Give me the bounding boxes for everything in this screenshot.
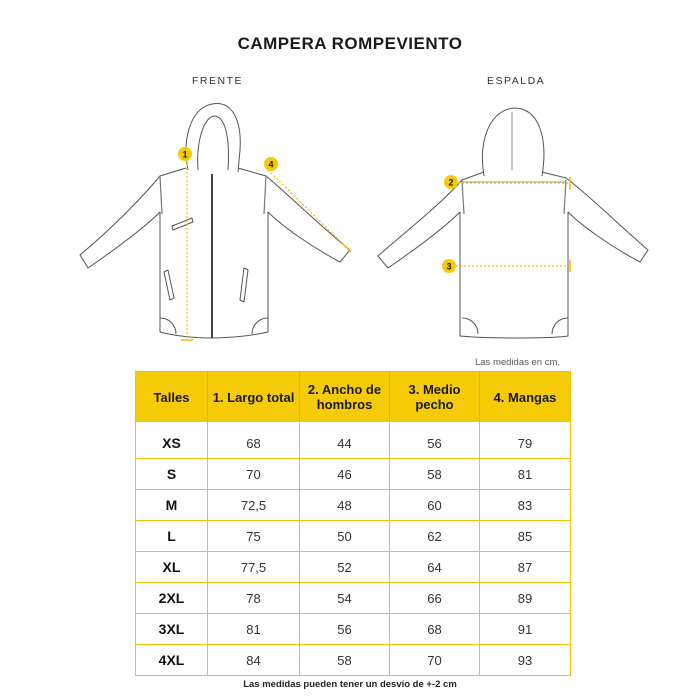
back-view-label: ESPALDA [487, 75, 546, 87]
back-jacket-drawing [378, 108, 648, 338]
size-label: XS [162, 435, 181, 451]
size-label: 2XL [136, 583, 208, 614]
table-cell: 56 [390, 422, 480, 459]
header-largo-total: 1. Largo total [208, 372, 300, 423]
table-row [136, 521, 571, 552]
back-measure-lines [456, 183, 570, 266]
table-cell: 68 [208, 422, 300, 459]
size-label: 3XL [136, 614, 208, 645]
table-row [136, 583, 571, 614]
table-cell: 62 [390, 521, 480, 552]
tolerance-note: Las medidas pueden tener un desvío de +-2 cm [243, 679, 457, 690]
table-cell: 83 [480, 490, 571, 521]
table-cell: 79 [480, 422, 571, 459]
jacket-illustrations [0, 95, 700, 355]
table-cell: 58 [300, 645, 390, 676]
table-cell: 85 [480, 521, 571, 552]
size-label: L [136, 521, 208, 552]
table-cell: 58 [390, 459, 480, 490]
table-cell: 52 [300, 552, 390, 583]
table-cell: 66 [390, 583, 480, 614]
table-row [136, 645, 571, 676]
svg-text:1: 1 [182, 149, 188, 160]
table-cell: 60 [390, 490, 480, 521]
size-label: XL [136, 552, 208, 583]
marker-3-icon [442, 259, 456, 273]
table-row [136, 459, 571, 490]
table-cell: 75 [208, 521, 300, 552]
table-cell: 44 [300, 422, 390, 459]
svg-text:4: 4 [268, 159, 274, 170]
header-medio-pecho: 3. Medio pecho [390, 372, 480, 423]
table-cell: 64 [390, 552, 480, 583]
table-cell: 48 [300, 490, 390, 521]
size-table-header-row [136, 372, 571, 423]
table-cell: 54 [300, 583, 390, 614]
page-title: CAMPERA ROMPEVIENTO [237, 34, 463, 53]
size-label: M [136, 490, 208, 521]
header-ancho-hombros: 2. Ancho de hombros [300, 372, 390, 423]
table-cell: 70 [208, 459, 300, 490]
table-cell: 50 [300, 521, 390, 552]
marker-2-icon [444, 175, 458, 189]
size-label: 4XL [136, 645, 208, 676]
front-view-label: FRENTE [192, 75, 243, 87]
table-cell: 81 [480, 459, 571, 490]
marker-4-icon [264, 157, 278, 171]
header-talles: Talles [136, 372, 208, 423]
table-cell: 46 [300, 459, 390, 490]
table-cell: 78 [208, 583, 300, 614]
table-cell: 93 [480, 645, 571, 676]
marker-1-icon [178, 147, 192, 161]
svg-text:3: 3 [446, 261, 452, 272]
table-cell: 84 [208, 645, 300, 676]
size-table [135, 371, 571, 676]
table-cell: 81 [208, 614, 300, 645]
table-cell: 87 [480, 552, 571, 583]
table-row [136, 614, 571, 645]
table-cell: 91 [480, 614, 571, 645]
table-row [136, 422, 571, 459]
table-cell: 89 [480, 583, 571, 614]
svg-text:2: 2 [448, 177, 454, 188]
table-row [136, 552, 571, 583]
table-cell: 70 [390, 645, 480, 676]
units-note: Las medidas en cm. [474, 357, 560, 368]
table-cell: 68 [390, 614, 480, 645]
front-jacket-drawing [80, 103, 350, 338]
table-cell: 56 [300, 614, 390, 645]
table-row [136, 490, 571, 521]
table-cell: 77,5 [208, 552, 300, 583]
size-label: S [136, 459, 208, 490]
table-cell: 72,5 [208, 490, 300, 521]
header-mangas: 4. Mangas [480, 372, 571, 423]
